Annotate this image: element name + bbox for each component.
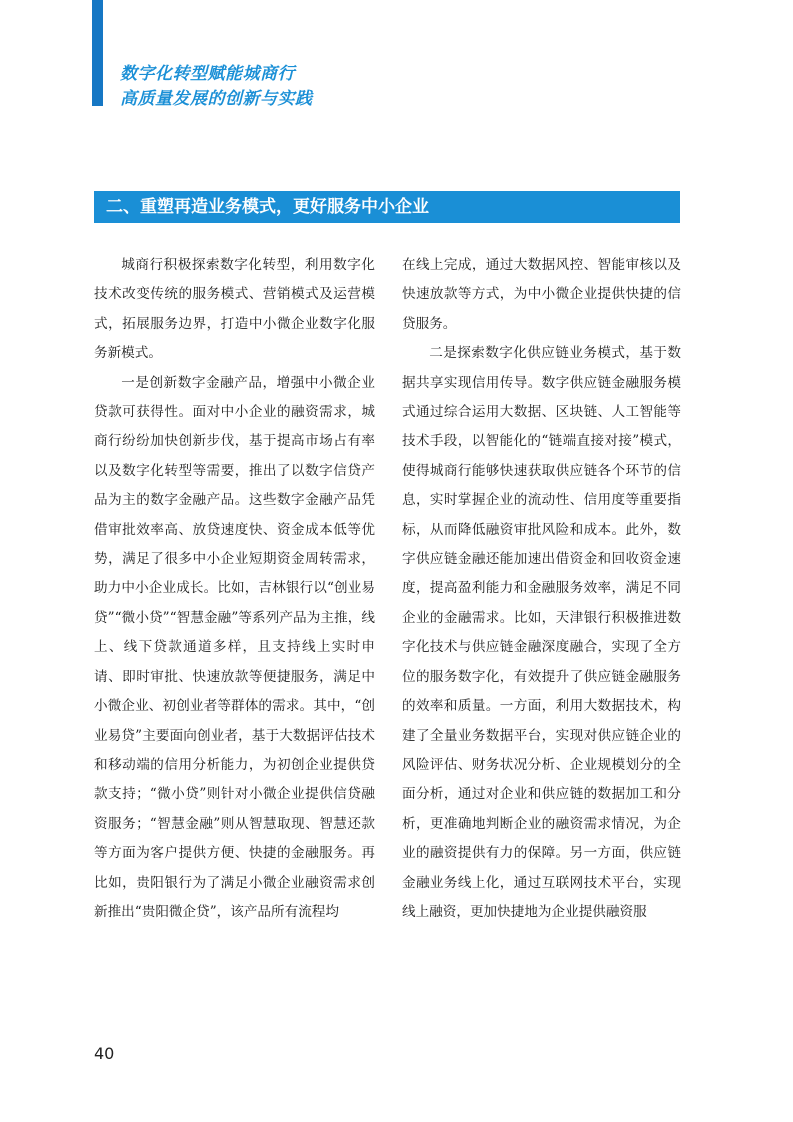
running-header-line-1: 数字化转型赋能城商行 xyxy=(120,64,295,84)
paragraph-digital-products: 一是创新数字金融产品，增强中小微企业贷款可获得性。面对中小企业的融资需求，城商行纷纷加快创新步伐，基于提高市场占有率以及数字化转型等需要，推出了以数字信贷产品为主的数字金融产品。这些数字金融产品凭借审批效率高、放贷速度快、资金成本低等优势，满足了很多中小企业短期资金周转需求，助力中小企业成长。比如，吉林银行以“创业易贷”“微小贷”“智慧金融”等系列产品为主推，线上、线下贷款通道多样，且支持线上实时申请、即时审批、快速放款等便捷服务，满足中小微企业、初创业者等群体的需求。其中，“创业易贷”主要面向创业者，基于大数据评估技术和移动端的信用分析能力，为初创企业提供贷款支持；“微小贷”则针对小微企业提供信贷融资服务；“智慧金融”则从智慧取现、智慧还款等方面为客户提供方便、快捷的金融服务。再比如，贵阳银行为了满足小微企业融资需求创新推出“贵阳微企贷”，该产品所有流程均 xyxy=(94,374,375,920)
paragraph-intro: 城商行积极探索数字化转型，利用数字化技术改变传统的服务模式、营销模式及运营模式，拓展服务边界，打造中小微企业数字化服务新模式。 xyxy=(94,257,375,362)
running-header-line-2: 高质量发展的创新与实践 xyxy=(120,89,313,109)
running-header xyxy=(120,62,380,112)
header-accent-bar xyxy=(92,0,103,106)
right-column xyxy=(402,251,681,927)
left-column xyxy=(94,251,375,927)
page-number: 40 xyxy=(94,1044,115,1063)
section-heading: 二、重塑再造业务模式，更好服务中小企业 xyxy=(94,191,680,223)
paragraph-continuation: 在线上完成，通过大数据风控、智能审核以及快速放款等方式，为中小微企业提供快捷的信贷服务。 xyxy=(402,257,681,332)
paragraph-supply-chain: 二是探索数字化供应链业务模式，基于数据共享实现信用传导。数字供应链金融服务模式通过综合运用大数据、区块链、人工智能等技术手段，以智能化的“链端直接对接”模式，使得城商行能够快速获取供应链各个环节的信息，实时掌握企业的流动性、信用度等重要指标，从而降低融资审批风险和成本。此外，数字供应链金融还能加速出借资金和回收资金速度，提高盈利能力和金融服务效率，满足不同企业的金融需求。比如，天津银行积极推进数字化技术与供应链金融深度融合，实现了全方位的服务数字化，有效提升了供应链金融服务的效率和质量。一方面，利用大数据技术，构建了全量业务数据平台，实现对供应链企业的风险评估、财务状况分析、企业规模划分的全面分析，通过对企业和供应链的数据加工和分析，更准确地判断企业的融资需求情况，为企业的融资提供有力的保障。另一方面，供应链金融业务线上化，通过互联网技术平台，实现线上融资，更加快捷地为企业提供融资服 xyxy=(402,345,681,920)
